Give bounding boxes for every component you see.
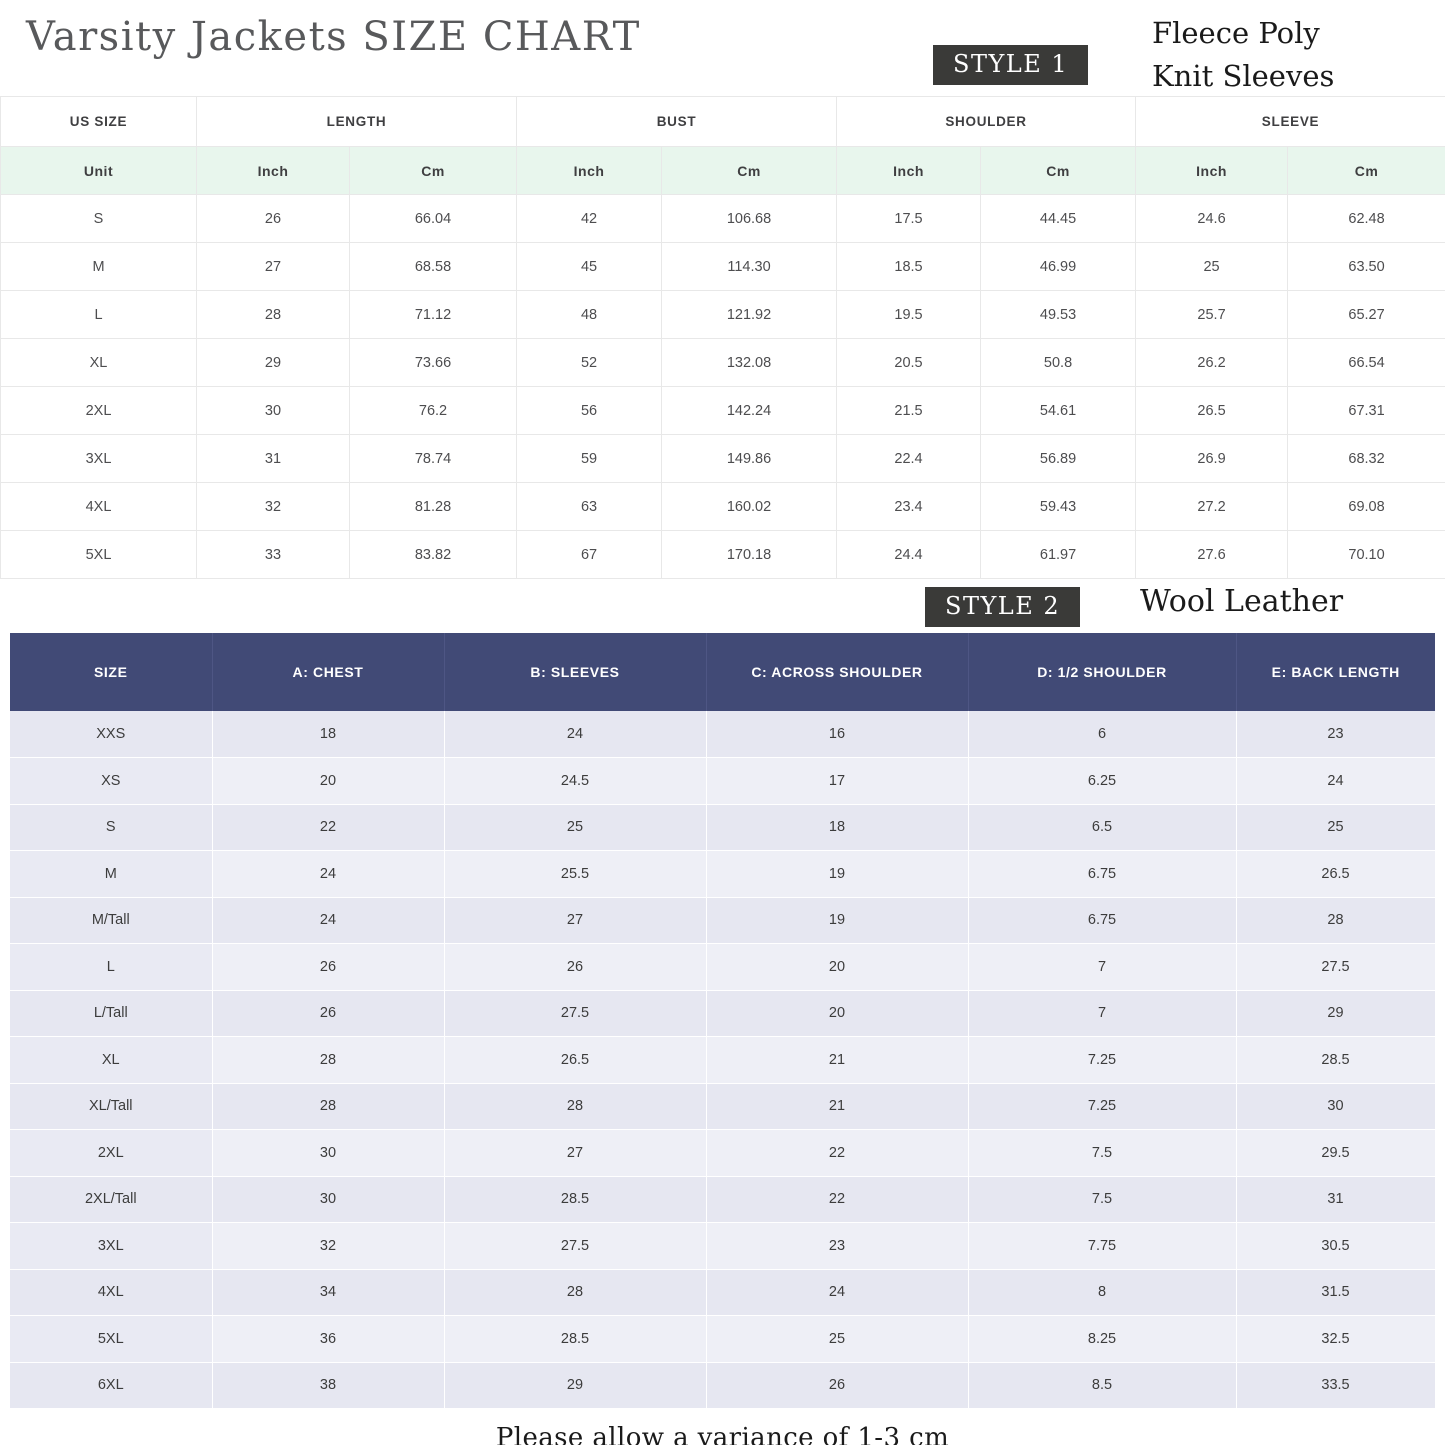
table1-cell: 78.74 bbox=[350, 435, 517, 483]
table1-cell: 28 bbox=[197, 291, 350, 339]
table2-cell: 5XL bbox=[10, 1316, 212, 1363]
table1-cell: 114.30 bbox=[662, 243, 837, 291]
table1-cell: 42 bbox=[517, 195, 662, 243]
table2-cell: 27 bbox=[444, 1130, 706, 1177]
table2-cell: 34 bbox=[212, 1269, 444, 1316]
table1-cell: 3XL bbox=[1, 435, 197, 483]
style-2-description: Wool Leather bbox=[1140, 584, 1344, 619]
table2-cell: M/Tall bbox=[10, 897, 212, 944]
table2-cell: 17 bbox=[706, 758, 968, 805]
table2-cell: 20 bbox=[706, 990, 968, 1037]
table2-cell: 36 bbox=[212, 1316, 444, 1363]
table-row bbox=[10, 1176, 1435, 1223]
table2-cell: 7.5 bbox=[968, 1176, 1236, 1223]
table1-cell: 26.5 bbox=[1136, 387, 1288, 435]
table1-cell: 132.08 bbox=[662, 339, 837, 387]
table2-header-cell: E: BACK LENGTH bbox=[1236, 633, 1435, 711]
table1-cell: 23.4 bbox=[837, 483, 981, 531]
table2-cell: 25 bbox=[1236, 804, 1435, 851]
table2-cell: 29 bbox=[1236, 990, 1435, 1037]
table1-cell: 48 bbox=[517, 291, 662, 339]
table2-cell: 28.5 bbox=[444, 1316, 706, 1363]
table1-cell: 29 bbox=[197, 339, 350, 387]
table2-cell: 23 bbox=[1236, 711, 1435, 758]
table2-cell: 28 bbox=[212, 1037, 444, 1084]
table1-cell: 81.28 bbox=[350, 483, 517, 531]
table2-header-cell: C: ACROSS SHOULDER bbox=[706, 633, 968, 711]
table1-cell: 67.31 bbox=[1288, 387, 1445, 435]
table2-cell: 23 bbox=[706, 1223, 968, 1270]
table2-cell: 20 bbox=[212, 758, 444, 805]
table-row bbox=[10, 897, 1435, 944]
style-2-badge-wrap bbox=[925, 587, 1080, 627]
table1-cell: 27.2 bbox=[1136, 483, 1288, 531]
table2-cell: 6.75 bbox=[968, 897, 1236, 944]
style-1-badge: STYLE 1 bbox=[933, 45, 1088, 85]
table2-cell: S bbox=[10, 804, 212, 851]
table-row bbox=[1, 195, 1445, 243]
table2-cell: 26 bbox=[444, 944, 706, 991]
table-row bbox=[1, 339, 1445, 387]
table2-cell: 28.5 bbox=[444, 1176, 706, 1223]
table1-cell: M bbox=[1, 243, 197, 291]
table1-cell: S bbox=[1, 195, 197, 243]
table2-cell: 3XL bbox=[10, 1223, 212, 1270]
table1-cell: 54.61 bbox=[981, 387, 1136, 435]
table-row bbox=[10, 1130, 1435, 1177]
table2-cell: 27.5 bbox=[444, 1223, 706, 1270]
table-row bbox=[1, 435, 1445, 483]
table2-header-row bbox=[10, 633, 1435, 711]
table2-cell: 18 bbox=[212, 711, 444, 758]
table2-cell: 8.25 bbox=[968, 1316, 1236, 1363]
table1-cell: 26 bbox=[197, 195, 350, 243]
table2-cell: 30.5 bbox=[1236, 1223, 1435, 1270]
table-row bbox=[10, 758, 1435, 805]
table-row bbox=[10, 1316, 1435, 1363]
table1-cell: 27.6 bbox=[1136, 531, 1288, 579]
table2-cell: 7.5 bbox=[968, 1130, 1236, 1177]
table1-cell: 33 bbox=[197, 531, 350, 579]
table-row bbox=[10, 1083, 1435, 1130]
variance-note: Please allow a variance of 1-3 cm bbox=[495, 1423, 950, 1445]
table-row bbox=[1, 531, 1445, 579]
table2-cell: 32 bbox=[212, 1223, 444, 1270]
table1-cell: 142.24 bbox=[662, 387, 837, 435]
table1-cell: 25.7 bbox=[1136, 291, 1288, 339]
table1-cell: 65.27 bbox=[1288, 291, 1445, 339]
table2-cell: 22 bbox=[706, 1130, 968, 1177]
table2-cell: 33.5 bbox=[1236, 1362, 1435, 1409]
table2-cell: 16 bbox=[706, 711, 968, 758]
table2-cell: 24 bbox=[706, 1269, 968, 1316]
style-2-table-wrap bbox=[0, 633, 1445, 1409]
page-header bbox=[0, 0, 1445, 96]
table2-cell: 25.5 bbox=[444, 851, 706, 898]
table1-group-header-cell: LENGTH bbox=[197, 97, 517, 147]
table2-cell: 19 bbox=[706, 851, 968, 898]
table-row bbox=[10, 1269, 1435, 1316]
table1-cell: 45 bbox=[517, 243, 662, 291]
table1-cell: XL bbox=[1, 339, 197, 387]
table-row bbox=[10, 1362, 1435, 1409]
table2-cell: 21 bbox=[706, 1083, 968, 1130]
table2-cell: M bbox=[10, 851, 212, 898]
table2-header-cell: B: SLEEVES bbox=[444, 633, 706, 711]
table2-cell: XXS bbox=[10, 711, 212, 758]
table2-cell: 29 bbox=[444, 1362, 706, 1409]
table1-cell: 121.92 bbox=[662, 291, 837, 339]
table2-cell: 27.5 bbox=[1236, 944, 1435, 991]
table-row bbox=[1, 243, 1445, 291]
table1-cell: 71.12 bbox=[350, 291, 517, 339]
table1-cell: 19.5 bbox=[837, 291, 981, 339]
table2-header-cell: D: 1/2 SHOULDER bbox=[968, 633, 1236, 711]
table2-cell: 7.25 bbox=[968, 1037, 1236, 1084]
table2-cell: 27 bbox=[444, 897, 706, 944]
table1-cell: 67 bbox=[517, 531, 662, 579]
table1-unit-cell: Cm bbox=[1288, 147, 1445, 195]
table2-header-cell: A: CHEST bbox=[212, 633, 444, 711]
table2-cell: 24.5 bbox=[444, 758, 706, 805]
table1-cell: 24.4 bbox=[837, 531, 981, 579]
table1-cell: 27 bbox=[197, 243, 350, 291]
table2-cell: 26.5 bbox=[1236, 851, 1435, 898]
table2-cell: 26 bbox=[212, 944, 444, 991]
table1-unit-cell: Cm bbox=[662, 147, 837, 195]
table1-cell: 31 bbox=[197, 435, 350, 483]
table2-cell: 30 bbox=[1236, 1083, 1435, 1130]
table1-cell: 66.54 bbox=[1288, 339, 1445, 387]
table2-cell: 26 bbox=[212, 990, 444, 1037]
table2-cell: 29.5 bbox=[1236, 1130, 1435, 1177]
table2-cell: 7 bbox=[968, 990, 1236, 1037]
table1-unit-cell: Cm bbox=[981, 147, 1136, 195]
table2-cell: 28 bbox=[1236, 897, 1435, 944]
table2-cell: 31.5 bbox=[1236, 1269, 1435, 1316]
table1-cell: 30 bbox=[197, 387, 350, 435]
table-row bbox=[1, 483, 1445, 531]
table1-unit-cell: Inch bbox=[517, 147, 662, 195]
style-2-badge: STYLE 2 bbox=[925, 587, 1080, 627]
table2-cell: 28.5 bbox=[1236, 1037, 1435, 1084]
table1-group-header-row bbox=[1, 97, 1445, 147]
table1-cell: 56.89 bbox=[981, 435, 1136, 483]
table2-cell: XL bbox=[10, 1037, 212, 1084]
table-row bbox=[10, 1037, 1435, 1084]
table2-cell: 21 bbox=[706, 1037, 968, 1084]
table1-cell: 44.45 bbox=[981, 195, 1136, 243]
table-row bbox=[10, 851, 1435, 898]
style-2-header bbox=[0, 579, 1445, 633]
table2-cell: 18 bbox=[706, 804, 968, 851]
table1-cell: 149.86 bbox=[662, 435, 837, 483]
table2-cell: 22 bbox=[212, 804, 444, 851]
table2-cell: 38 bbox=[212, 1362, 444, 1409]
style-1-description bbox=[1152, 12, 1334, 98]
style-1-badge-wrap bbox=[933, 45, 1088, 85]
table1-cell: 21.5 bbox=[837, 387, 981, 435]
table2-cell: 24 bbox=[212, 851, 444, 898]
table2-cell: 6 bbox=[968, 711, 1236, 758]
table-row bbox=[10, 990, 1435, 1037]
table1-cell: L bbox=[1, 291, 197, 339]
table2-cell: 24 bbox=[444, 711, 706, 758]
table2-cell: XL/Tall bbox=[10, 1083, 212, 1130]
page-title: Varsity Jackets SIZE CHART bbox=[26, 14, 641, 60]
table2-cell: 28 bbox=[444, 1083, 706, 1130]
table1-cell: 76.2 bbox=[350, 387, 517, 435]
table2-cell: 22 bbox=[706, 1176, 968, 1223]
table2-cell: 30 bbox=[212, 1130, 444, 1177]
table2-cell: 27.5 bbox=[444, 990, 706, 1037]
table2-cell: XS bbox=[10, 758, 212, 805]
table1-cell: 17.5 bbox=[837, 195, 981, 243]
table1-cell: 22.4 bbox=[837, 435, 981, 483]
table2-cell: 7.75 bbox=[968, 1223, 1236, 1270]
table-row bbox=[10, 1223, 1435, 1270]
table2-cell: 24 bbox=[212, 897, 444, 944]
table1-cell: 68.58 bbox=[350, 243, 517, 291]
table2-cell: 2XL bbox=[10, 1130, 212, 1177]
table2-cell: 30 bbox=[212, 1176, 444, 1223]
table2-cell: 20 bbox=[706, 944, 968, 991]
table1-cell: 170.18 bbox=[662, 531, 837, 579]
table1-group-header-cell: US SIZE bbox=[1, 97, 197, 147]
table2-cell: 26.5 bbox=[444, 1037, 706, 1084]
table2-cell: 24 bbox=[1236, 758, 1435, 805]
table1-cell: 46.99 bbox=[981, 243, 1136, 291]
table1-cell: 49.53 bbox=[981, 291, 1136, 339]
table1-unit-cell: Inch bbox=[197, 147, 350, 195]
table1-cell: 26.9 bbox=[1136, 435, 1288, 483]
table1-cell: 68.32 bbox=[1288, 435, 1445, 483]
table-row bbox=[1, 291, 1445, 339]
table1-cell: 52 bbox=[517, 339, 662, 387]
table1-cell: 5XL bbox=[1, 531, 197, 579]
table1-cell: 70.10 bbox=[1288, 531, 1445, 579]
table1-group-header-cell: BUST bbox=[517, 97, 837, 147]
table1-cell: 18.5 bbox=[837, 243, 981, 291]
style-1-size-table bbox=[0, 96, 1445, 579]
table2-cell: 25 bbox=[444, 804, 706, 851]
style-1-description-line2: Knit Sleeves bbox=[1152, 59, 1335, 93]
table2-cell: 19 bbox=[706, 897, 968, 944]
table1-cell: 2XL bbox=[1, 387, 197, 435]
table2-cell: 7.25 bbox=[968, 1083, 1236, 1130]
table2-cell: L/Tall bbox=[10, 990, 212, 1037]
table2-cell: 8.5 bbox=[968, 1362, 1236, 1409]
table1-cell: 25 bbox=[1136, 243, 1288, 291]
table2-cell: 6.25 bbox=[968, 758, 1236, 805]
table1-cell: 69.08 bbox=[1288, 483, 1445, 531]
table1-cell: 59.43 bbox=[981, 483, 1136, 531]
table2-cell: 2XL/Tall bbox=[10, 1176, 212, 1223]
table1-group-header-cell: SLEEVE bbox=[1136, 97, 1445, 147]
table1-cell: 66.04 bbox=[350, 195, 517, 243]
table1-cell: 62.48 bbox=[1288, 195, 1445, 243]
table1-cell: 24.6 bbox=[1136, 195, 1288, 243]
table1-cell: 63 bbox=[517, 483, 662, 531]
table1-cell: 59 bbox=[517, 435, 662, 483]
table1-cell: 4XL bbox=[1, 483, 197, 531]
table2-cell: 25 bbox=[706, 1316, 968, 1363]
table1-cell: 20.5 bbox=[837, 339, 981, 387]
table1-cell: 73.66 bbox=[350, 339, 517, 387]
table1-unit-cell: Cm bbox=[350, 147, 517, 195]
table2-cell: L bbox=[10, 944, 212, 991]
table-row bbox=[10, 711, 1435, 758]
table2-cell: 28 bbox=[444, 1269, 706, 1316]
table1-unit-cell: Inch bbox=[1136, 147, 1288, 195]
table1-cell: 63.50 bbox=[1288, 243, 1445, 291]
table2-cell: 7 bbox=[968, 944, 1236, 991]
table-row bbox=[10, 944, 1435, 991]
table1-cell: 160.02 bbox=[662, 483, 837, 531]
table2-cell: 6XL bbox=[10, 1362, 212, 1409]
table1-cell: 106.68 bbox=[662, 195, 837, 243]
table1-cell: 61.97 bbox=[981, 531, 1136, 579]
table2-cell: 8 bbox=[968, 1269, 1236, 1316]
table1-unit-row bbox=[1, 147, 1445, 195]
table-row bbox=[1, 387, 1445, 435]
table1-group-header-cell: SHOULDER bbox=[837, 97, 1136, 147]
table1-cell: 50.8 bbox=[981, 339, 1136, 387]
table2-cell: 6.5 bbox=[968, 804, 1236, 851]
table1-cell: 83.82 bbox=[350, 531, 517, 579]
table2-cell: 31 bbox=[1236, 1176, 1435, 1223]
table1-cell: 32 bbox=[197, 483, 350, 531]
table2-cell: 26 bbox=[706, 1362, 968, 1409]
table2-cell: 4XL bbox=[10, 1269, 212, 1316]
table2-cell: 32.5 bbox=[1236, 1316, 1435, 1363]
table1-cell: 26.2 bbox=[1136, 339, 1288, 387]
table1-unit-cell: Unit bbox=[1, 147, 197, 195]
table1-unit-cell: Inch bbox=[837, 147, 981, 195]
table2-cell: 28 bbox=[212, 1083, 444, 1130]
table-row bbox=[10, 804, 1435, 851]
table2-cell: 6.75 bbox=[968, 851, 1236, 898]
table2-header-cell: SIZE bbox=[10, 633, 212, 711]
style-2-size-table bbox=[10, 633, 1436, 1409]
table1-cell: 56 bbox=[517, 387, 662, 435]
style-1-description-line1: Fleece Poly bbox=[1152, 16, 1320, 50]
